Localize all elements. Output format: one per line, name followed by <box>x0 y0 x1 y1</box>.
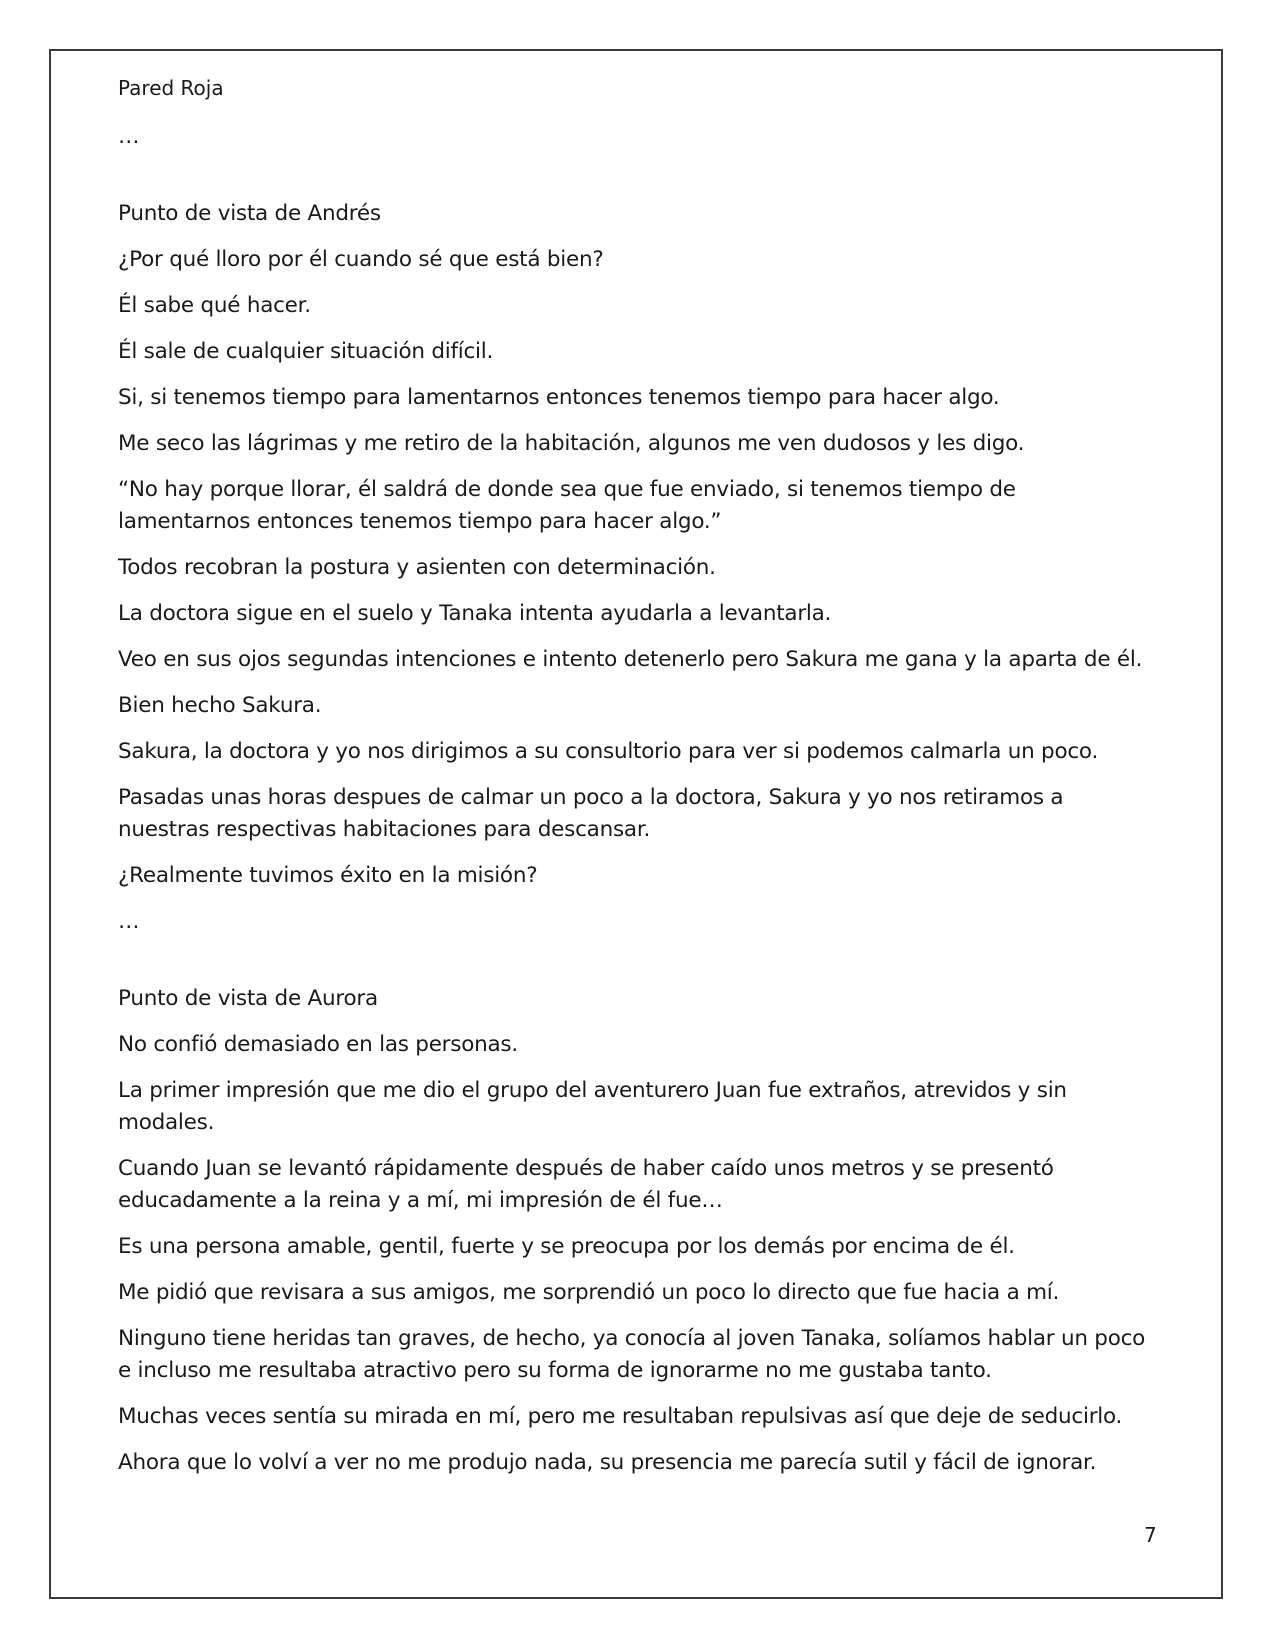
paragraph: Pasadas unas horas despues de calmar un poco a la doctora, Sakura y yo nos retiramos a nuestras respectivas habitaciones para descansar. <box>118 785 1064 842</box>
paragraph: La doctora sigue en el suelo y Tanaka intenta ayudarla a levantarla. <box>118 601 832 626</box>
paragraph: Me seco las lágrimas y me retiro de la habitación, algunos me ven dudosos y les digo. <box>118 431 1025 456</box>
paragraph: Muchas veces sentía su mirada en mí, pero me resultaban repulsivas así que deje de seducirlo. <box>118 1404 1123 1429</box>
section-heading: Punto de vista de Aurora <box>118 986 378 1011</box>
paragraph: ¿Realmente tuvimos éxito en la misión? <box>118 863 538 888</box>
paragraph: Bien hecho Sakura. <box>118 693 322 718</box>
paragraph: Todos recobran la postura y asienten con determinación. <box>118 555 716 580</box>
paragraph: No confió demasiado en las personas. <box>118 1032 518 1057</box>
page-number: 7 <box>1144 1523 1157 1547</box>
paragraph: Cuando Juan se levantó rápidamente después de haber caído unos metros y se presentó educadamente a la reina y a mí, mi impresión de él fue… <box>118 1156 1054 1213</box>
document-title: Pared Roja <box>118 76 224 100</box>
paragraph: La primer impresión que me dio el grupo del aventurero Juan fue extraños, atrevidos y sin modales. <box>118 1078 1067 1135</box>
paragraph: Ninguno tiene heridas tan graves, de hecho, ya conocía al joven Tanaka, solíamos hablar un poco e incluso me resultaba atractivo pero su forma de ignorarme no me gustaba tanto. <box>118 1326 1146 1383</box>
document-body <box>118 121 1148 1493</box>
paragraph: Sakura, la doctora y yo nos dirigimos a su consultorio para ver si podemos calmarla un poco. <box>118 739 1099 764</box>
paragraph: Ahora que lo volví a ver no me produjo nada, su presencia me parecía sutil y fácil de ignorar. <box>118 1450 1097 1475</box>
section-heading: Punto de vista de Andrés <box>118 201 381 226</box>
paragraph: ¿Por qué lloro por él cuando sé que está bien? <box>118 247 604 272</box>
paragraph: Él sale de cualquier situación difícil. <box>118 339 494 364</box>
paragraph: Veo en sus ojos segundas intenciones e intento detenerlo pero Sakura me gana y la aparta de él. <box>118 647 1143 672</box>
paragraph: Me pidió que revisara a sus amigos, me sorprendió un poco lo directo que fue hacia a mí. <box>118 1280 1060 1305</box>
scene-break: … <box>118 909 140 934</box>
paragraph: “No hay porque llorar, él saldrá de donde sea que fue enviado, si tenemos tiempo de lamentarnos entonces tenemos tiempo para hacer algo.” <box>118 477 1016 534</box>
paragraph: Si, si tenemos tiempo para lamentarnos entonces tenemos tiempo para hacer algo. <box>118 385 1000 410</box>
paragraph: Él sabe qué hacer. <box>118 293 311 318</box>
scene-break: … <box>118 124 140 149</box>
paragraph: Es una persona amable, gentil, fuerte y se preocupa por los demás por encima de él. <box>118 1234 1015 1259</box>
